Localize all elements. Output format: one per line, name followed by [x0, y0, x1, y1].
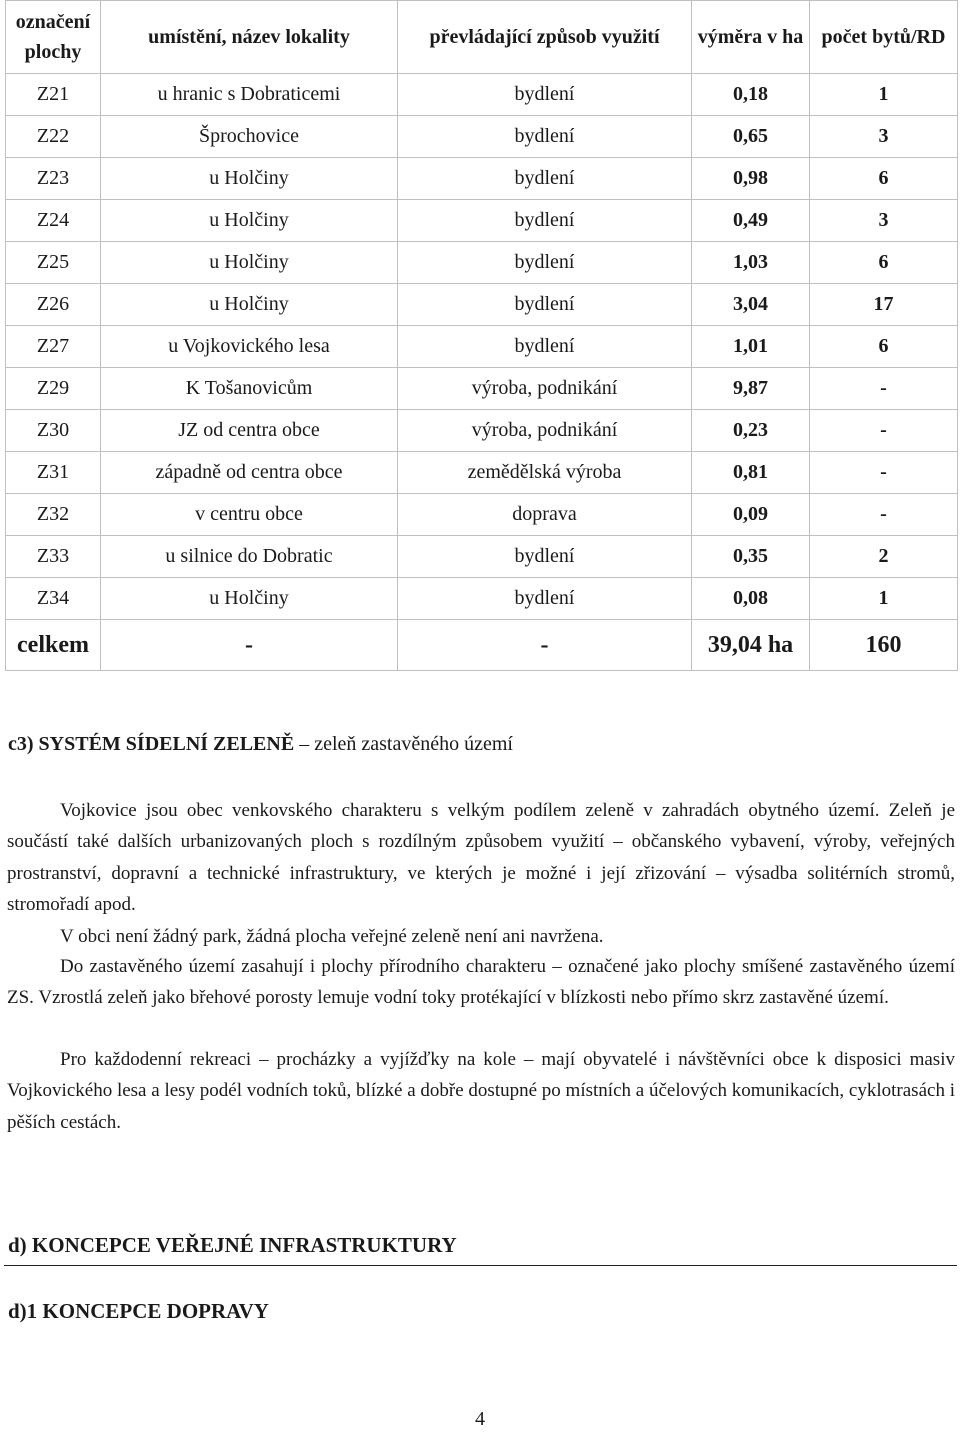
areas-table: [5, 0, 958, 671]
cell-usage: bydlení: [398, 74, 692, 116]
cell-units: -: [810, 410, 958, 452]
cell-code: Z31: [6, 452, 101, 494]
cell-usage: doprava: [398, 494, 692, 536]
cell-units: 2: [810, 536, 958, 578]
section-c3-subtitle: – zeleň zastavěného území: [294, 733, 513, 755]
table-total-row: [6, 620, 958, 671]
cell-code: Z32: [6, 494, 101, 536]
header-usage: převládající způsob využití: [398, 1, 692, 74]
table-row: [6, 74, 958, 116]
cell-code: Z22: [6, 116, 101, 158]
cell-area: 0,98: [692, 158, 810, 200]
cell-area: 0,18: [692, 74, 810, 116]
table-row: [6, 368, 958, 410]
cell-area: 0,23: [692, 410, 810, 452]
cell-code: Z30: [6, 410, 101, 452]
cell-area: 3,04: [692, 284, 810, 326]
cell-usage: výroba, podnikání: [398, 410, 692, 452]
cell-units: 6: [810, 326, 958, 368]
table-row: [6, 242, 958, 284]
cell-code: Z34: [6, 578, 101, 620]
cell-usage: bydlení: [398, 116, 692, 158]
cell-code: Z27: [6, 326, 101, 368]
cell-units: 6: [810, 242, 958, 284]
section-divider: [4, 1265, 957, 1266]
cell-location: JZ od centra obce: [101, 410, 398, 452]
paragraph: Pro každodenní rekreaci – procházky a vyjížďky na kole – mají obyvatelé i návštěvníci obce k disposici masiv Vojkovického lesa a lesy podél vodních toků, blízké a dobře dostupné po místních a účelových komunikacích, cyklotrasách i pěších cestách.: [7, 1049, 955, 1133]
cell-code: Z26: [6, 284, 101, 326]
cell-area: 0,08: [692, 578, 810, 620]
cell-units: -: [810, 452, 958, 494]
page-number: 4: [475, 1408, 485, 1430]
cell-location: Šprochovice: [101, 116, 398, 158]
table-row: [6, 158, 958, 200]
cell-area: 0,35: [692, 536, 810, 578]
cell-usage: zemědělská výroba: [398, 452, 692, 494]
cell-usage: bydlení: [398, 326, 692, 368]
section-d-heading: d) KONCEPCE VEŘEJNÉ INFRASTRUKTURY: [8, 1233, 457, 1257]
table-row: [6, 200, 958, 242]
total-label: celkem: [6, 620, 101, 671]
header-area-code: označení plochy: [6, 1, 101, 74]
cell-location: v centru obce: [101, 494, 398, 536]
total-area: 39,04 ha: [692, 620, 810, 671]
cell-location: u hranic s Dobraticemi: [101, 74, 398, 116]
cell-area: 0,09: [692, 494, 810, 536]
cell-usage: bydlení: [398, 578, 692, 620]
cell-location: západně od centra obce: [101, 452, 398, 494]
table-row: [6, 116, 958, 158]
header-unit-count: počet bytů/RD: [810, 1, 958, 74]
cell-location: u Holčiny: [101, 284, 398, 326]
total-units: 160: [810, 620, 958, 671]
table-row: [6, 326, 958, 368]
cell-location: u silnice do Dobratic: [101, 536, 398, 578]
cell-units: 6: [810, 158, 958, 200]
cell-location: u Holčiny: [101, 200, 398, 242]
cell-usage: bydlení: [398, 242, 692, 284]
cell-units: -: [810, 368, 958, 410]
table-row: [6, 452, 958, 494]
cell-units: 3: [810, 200, 958, 242]
cell-code: Z23: [6, 158, 101, 200]
table-row: [6, 284, 958, 326]
table-header-row: [6, 1, 958, 74]
table-row: [6, 410, 958, 452]
cell-usage: bydlení: [398, 284, 692, 326]
section-c3-title: c3) SYSTÉM SÍDELNÍ ZELENĚ: [8, 733, 295, 755]
cell-location: u Holčiny: [101, 242, 398, 284]
table-row: [6, 536, 958, 578]
header-location: umístění, název lokality: [101, 1, 398, 74]
cell-usage: bydlení: [398, 158, 692, 200]
cell-area: 1,03: [692, 242, 810, 284]
cell-units: 3: [810, 116, 958, 158]
paragraph: V obci není žádný park, žádná plocha veřejné zeleně není ani navržena.: [60, 926, 604, 947]
cell-usage: bydlení: [398, 536, 692, 578]
table-row: [6, 578, 958, 620]
total-usage: -: [398, 620, 692, 671]
cell-area: 0,65: [692, 116, 810, 158]
cell-location: u Vojkovického lesa: [101, 326, 398, 368]
section-d1-heading: d)1 KONCEPCE DOPRAVY: [8, 1299, 269, 1323]
cell-units: 1: [810, 578, 958, 620]
cell-area: 1,01: [692, 326, 810, 368]
cell-code: Z33: [6, 536, 101, 578]
cell-usage: bydlení: [398, 200, 692, 242]
cell-area: 0,81: [692, 452, 810, 494]
paragraph: Do zastavěného území zasahují i plochy přírodního charakteru – označené jako plochy smíšené zastavěného území ZS. Vzrostlá zeleň jako břehové porosty lemuje vodní toky protékající v blízkosti nebo přímo skrz zastavěné území.: [7, 956, 955, 1009]
cell-code: Z24: [6, 200, 101, 242]
cell-usage: výroba, podnikání: [398, 368, 692, 410]
cell-units: -: [810, 494, 958, 536]
cell-code: Z21: [6, 74, 101, 116]
cell-area: 0,49: [692, 200, 810, 242]
cell-location: K Tošanovicům: [101, 368, 398, 410]
cell-location: u Holčiny: [101, 578, 398, 620]
section-c3-heading: [8, 733, 513, 756]
cell-code: Z29: [6, 368, 101, 410]
total-location: -: [101, 620, 398, 671]
table-row: [6, 494, 958, 536]
cell-units: 17: [810, 284, 958, 326]
cell-units: 1: [810, 74, 958, 116]
paragraph: Vojkovice jsou obec venkovského charakteru s velkým podílem zeleně v zahradách obytného území. Zeleň je součástí také dalších urbanizovaných ploch s rozdílným způsobem využití – občanského vybavení, výroby, veřejných prostranství, dopravní a technické infrastruktury, ve kterých je možné i její zřizování – výsadba solitérních stromů, stromořadí apod.: [7, 800, 955, 915]
header-area-size: výměra v ha: [692, 1, 810, 74]
cell-area: 9,87: [692, 368, 810, 410]
cell-location: u Holčiny: [101, 158, 398, 200]
cell-code: Z25: [6, 242, 101, 284]
